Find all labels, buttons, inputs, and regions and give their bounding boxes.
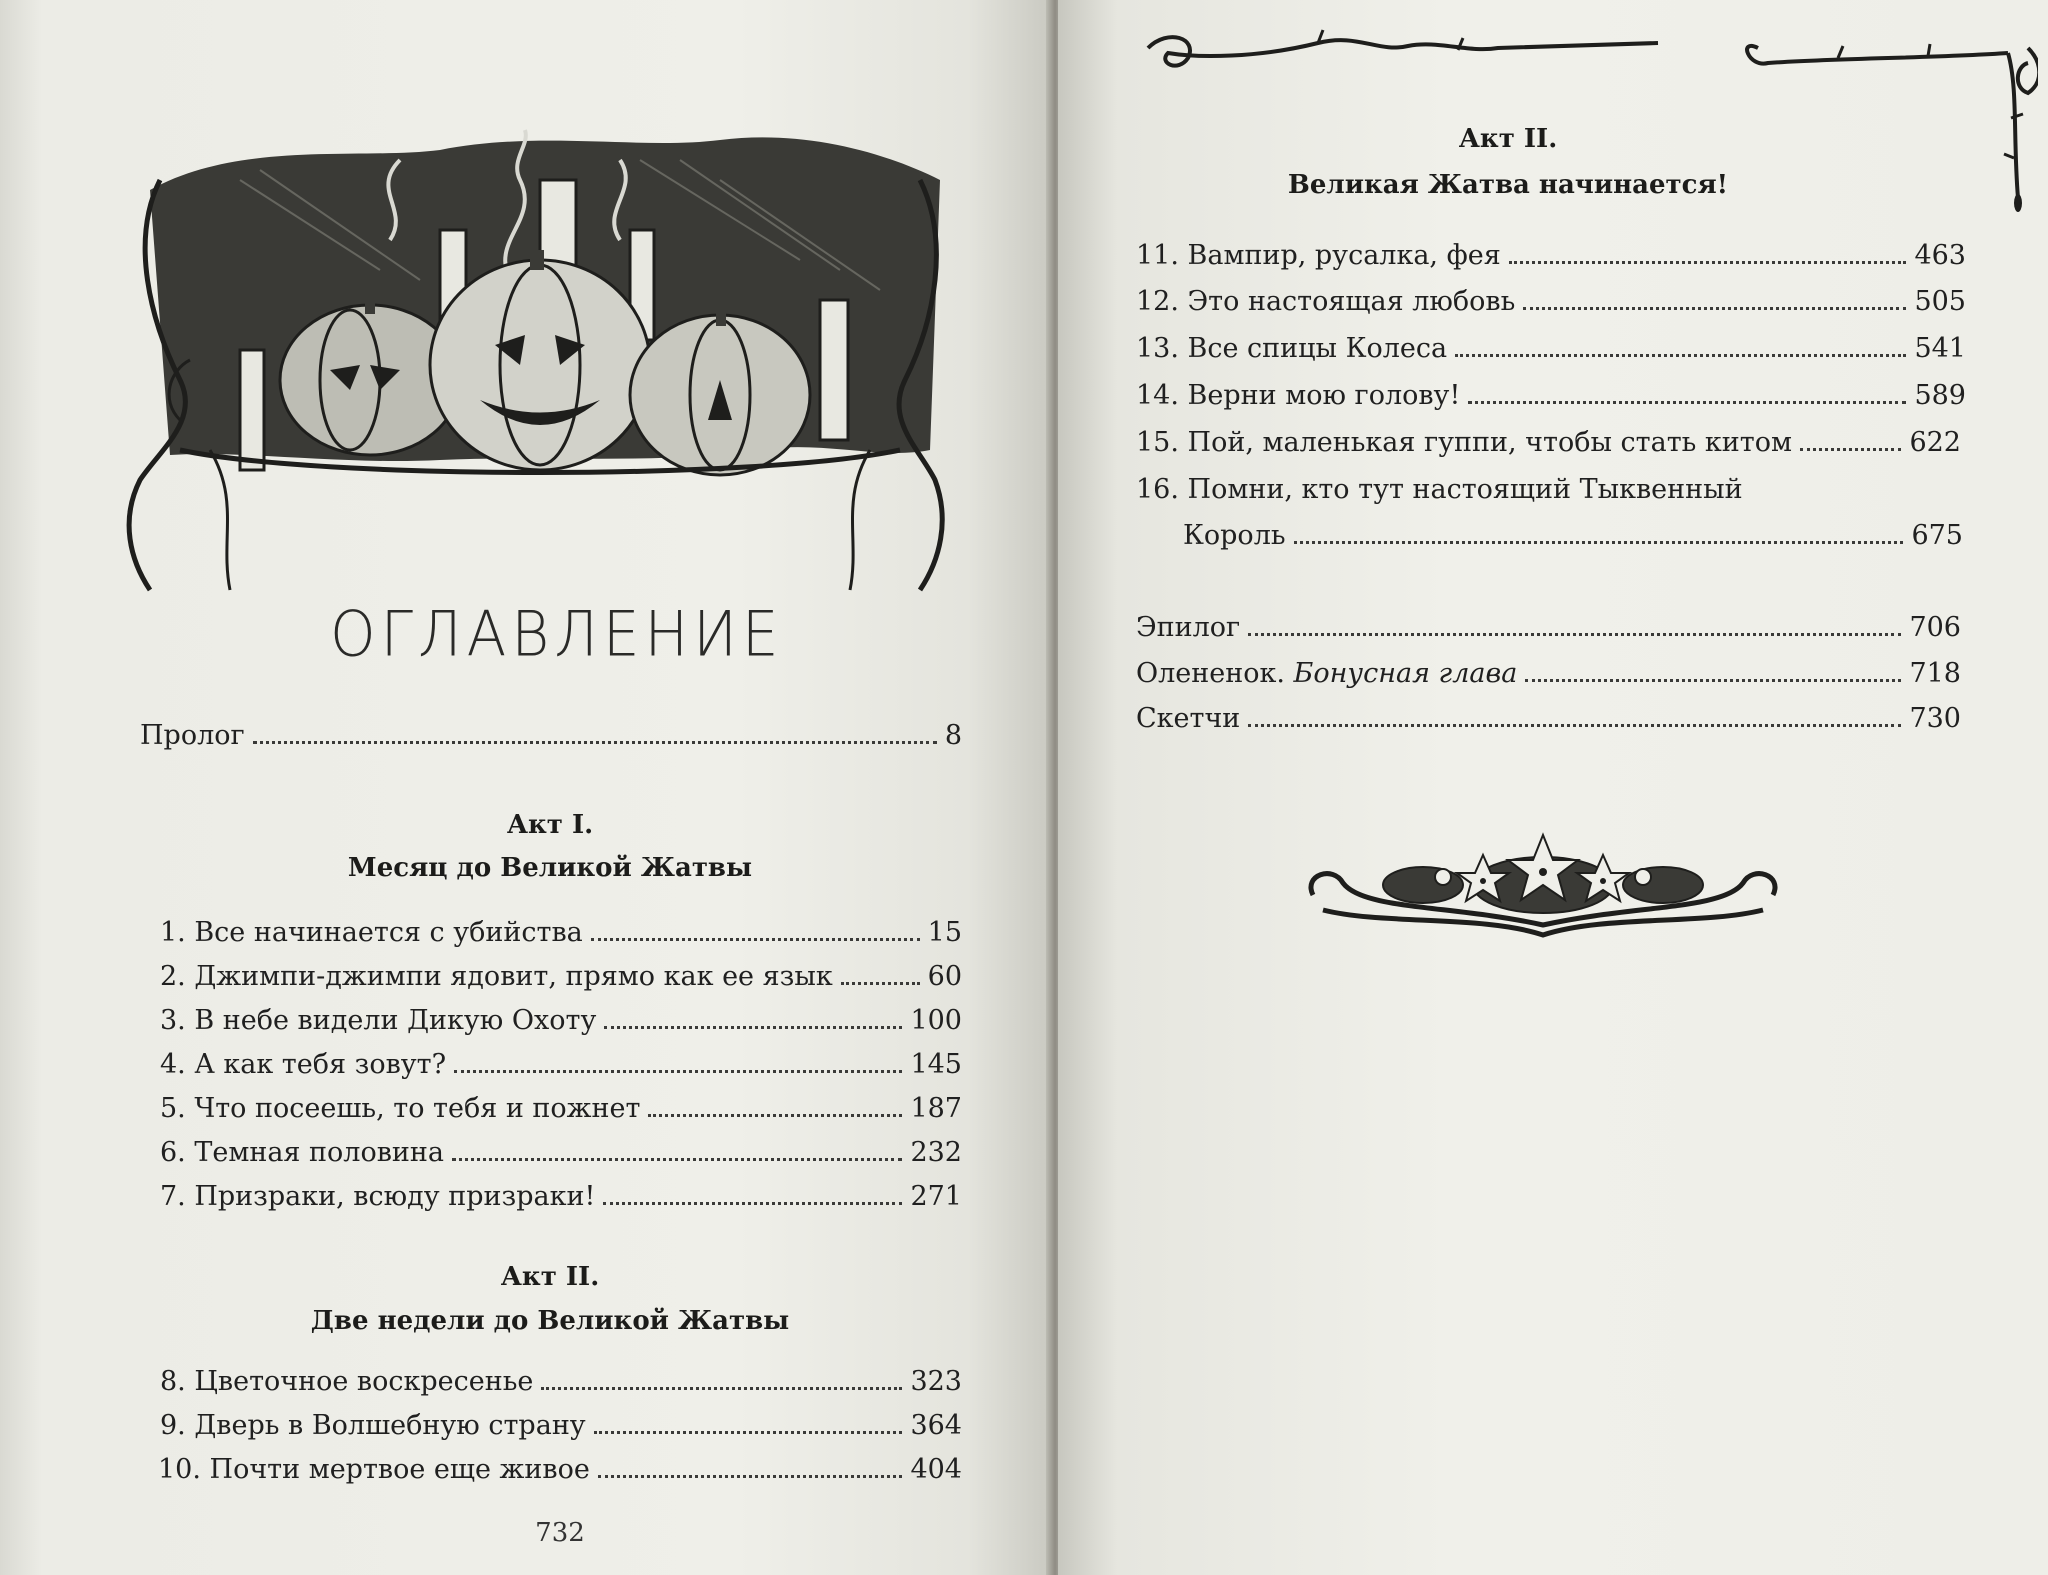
dot-leader xyxy=(598,1475,903,1478)
dot-leader xyxy=(1523,307,1906,310)
toc-page: 622 xyxy=(1909,427,1961,458)
dot-leader xyxy=(452,1158,902,1161)
dot-leader xyxy=(603,1202,902,1205)
toc-label: 15. Пой, маленькая гуппи, чтобы стать китом xyxy=(1136,427,1792,458)
toc-label: 14. Верни мою голову! xyxy=(1136,380,1461,411)
toc-row-epilogue[interactable] xyxy=(1136,612,1961,643)
toc-page: 541 xyxy=(1914,333,1966,364)
toc-page: 364 xyxy=(910,1410,962,1441)
dot-leader xyxy=(454,1070,902,1073)
toc-row[interactable] xyxy=(1136,286,1966,317)
toc-page: 100 xyxy=(910,1005,962,1036)
toc-page: 718 xyxy=(1909,658,1961,689)
toc-label: 6. Темная половина xyxy=(160,1137,444,1168)
dot-leader xyxy=(648,1114,902,1117)
flower-garland-ornament xyxy=(1303,815,1783,955)
toc-row[interactable] xyxy=(160,1137,962,1168)
toc-label: Пролог xyxy=(140,720,245,751)
act-number: Акт II. xyxy=(1458,124,1558,154)
toc-page: 8 xyxy=(944,720,962,751)
toc-label-main: Олененок. xyxy=(1136,658,1285,689)
toc-label: 4. А как тебя зовут? xyxy=(160,1049,447,1080)
toc-row[interactable] xyxy=(160,961,962,992)
toc-page: 323 xyxy=(910,1366,962,1397)
act-title: Великая Жатва начинается! xyxy=(1287,170,1729,200)
toc-row[interactable] xyxy=(160,1049,962,1080)
toc-row[interactable] xyxy=(160,1181,962,1212)
toc-row[interactable] xyxy=(1136,333,1966,364)
toc-row[interactable] xyxy=(160,917,962,948)
toc-page: 505 xyxy=(1914,286,1966,317)
toc-label: 5. Что посеешь, то тебя и пожнет xyxy=(160,1093,641,1124)
page-number: 732 xyxy=(535,1518,585,1548)
toc-label: 7. Призраки, всюду призраки! xyxy=(160,1181,596,1212)
act-number: Акт II. xyxy=(500,1262,600,1292)
toc-row[interactable] xyxy=(1183,520,1963,551)
toc-label-italic: Бонусная глава xyxy=(1293,658,1518,689)
toc-page: 404 xyxy=(910,1454,962,1485)
toc-label: 13. Все спицы Колеса xyxy=(1136,333,1448,364)
toc-label: 10. Почти мертвое еще живое xyxy=(158,1454,590,1485)
toc-row[interactable] xyxy=(160,1366,962,1397)
dot-leader xyxy=(1509,261,1907,264)
dot-leader xyxy=(1248,633,1901,636)
act-title: Месяц до Великой Жатвы xyxy=(347,853,753,883)
dot-leader xyxy=(594,1431,903,1434)
toc-page: 589 xyxy=(1914,380,1966,411)
toc-label: 8. Цветочное воскресенье xyxy=(160,1366,534,1397)
toc-page: 675 xyxy=(1911,520,1963,551)
toc-row-prologue[interactable] xyxy=(140,720,962,751)
dot-leader xyxy=(541,1387,902,1390)
toc-page: 463 xyxy=(1914,240,1966,271)
toc-label: Эпилог xyxy=(1136,612,1241,643)
toc-row[interactable] xyxy=(158,1454,962,1485)
toc-row[interactable] xyxy=(160,1410,962,1441)
pumpkins-candles-illustration xyxy=(120,120,960,600)
dot-leader xyxy=(841,982,920,985)
toc-page: 232 xyxy=(910,1137,962,1168)
toc-label: 11. Вампир, русалка, фея xyxy=(1136,240,1501,271)
toc-row[interactable] xyxy=(1136,380,1966,411)
toc-row[interactable] xyxy=(160,1005,962,1036)
toc-page: 271 xyxy=(910,1181,962,1212)
toc-label xyxy=(1136,658,1517,689)
toc-label: 9. Дверь в Волшебную страну xyxy=(160,1410,586,1441)
toc-row-sketches[interactable] xyxy=(1136,703,1961,734)
toc-page: 15 xyxy=(927,917,962,948)
act-title: Две недели до Великой Жатвы xyxy=(310,1306,790,1336)
toc-page: 706 xyxy=(1909,612,1961,643)
dot-leader xyxy=(1525,679,1901,682)
right-page xyxy=(1058,0,2048,1575)
toc-row[interactable] xyxy=(160,1093,962,1124)
toc-heading: ОГЛАВЛЕНИЕ xyxy=(330,597,784,671)
toc-label: Скетчи xyxy=(1136,703,1241,734)
toc-label: Король xyxy=(1183,520,1286,551)
toc-page: 60 xyxy=(927,961,962,992)
dot-leader xyxy=(604,1026,902,1029)
toc-page: 187 xyxy=(910,1093,962,1124)
toc-label: 12. Это настоящая любовь xyxy=(1136,286,1516,317)
dot-leader xyxy=(1248,724,1901,727)
act-number: Акт I. xyxy=(506,810,594,840)
toc-label-line1[interactable]: 16. Помни, кто тут настоящий Тыквенный xyxy=(1136,474,1743,505)
toc-label: 2. Джимпи-джимпи ядовит, прямо как ее язык xyxy=(160,961,833,992)
dot-leader xyxy=(253,741,937,744)
toc-label: 1. Все начинается с убийства xyxy=(160,917,583,948)
dot-leader xyxy=(1294,541,1904,544)
dot-leader xyxy=(1800,448,1901,451)
toc-page: 145 xyxy=(910,1049,962,1080)
toc-row[interactable] xyxy=(1136,240,1966,271)
toc-row[interactable] xyxy=(1136,427,1961,458)
dot-leader xyxy=(591,938,920,941)
toc-label: 3. В небе видели Дикую Охоту xyxy=(160,1005,597,1036)
toc-page: 730 xyxy=(1909,703,1961,734)
dot-leader xyxy=(1455,354,1906,357)
dot-leader xyxy=(1468,401,1906,404)
toc-row-bonus[interactable] xyxy=(1136,658,1961,689)
